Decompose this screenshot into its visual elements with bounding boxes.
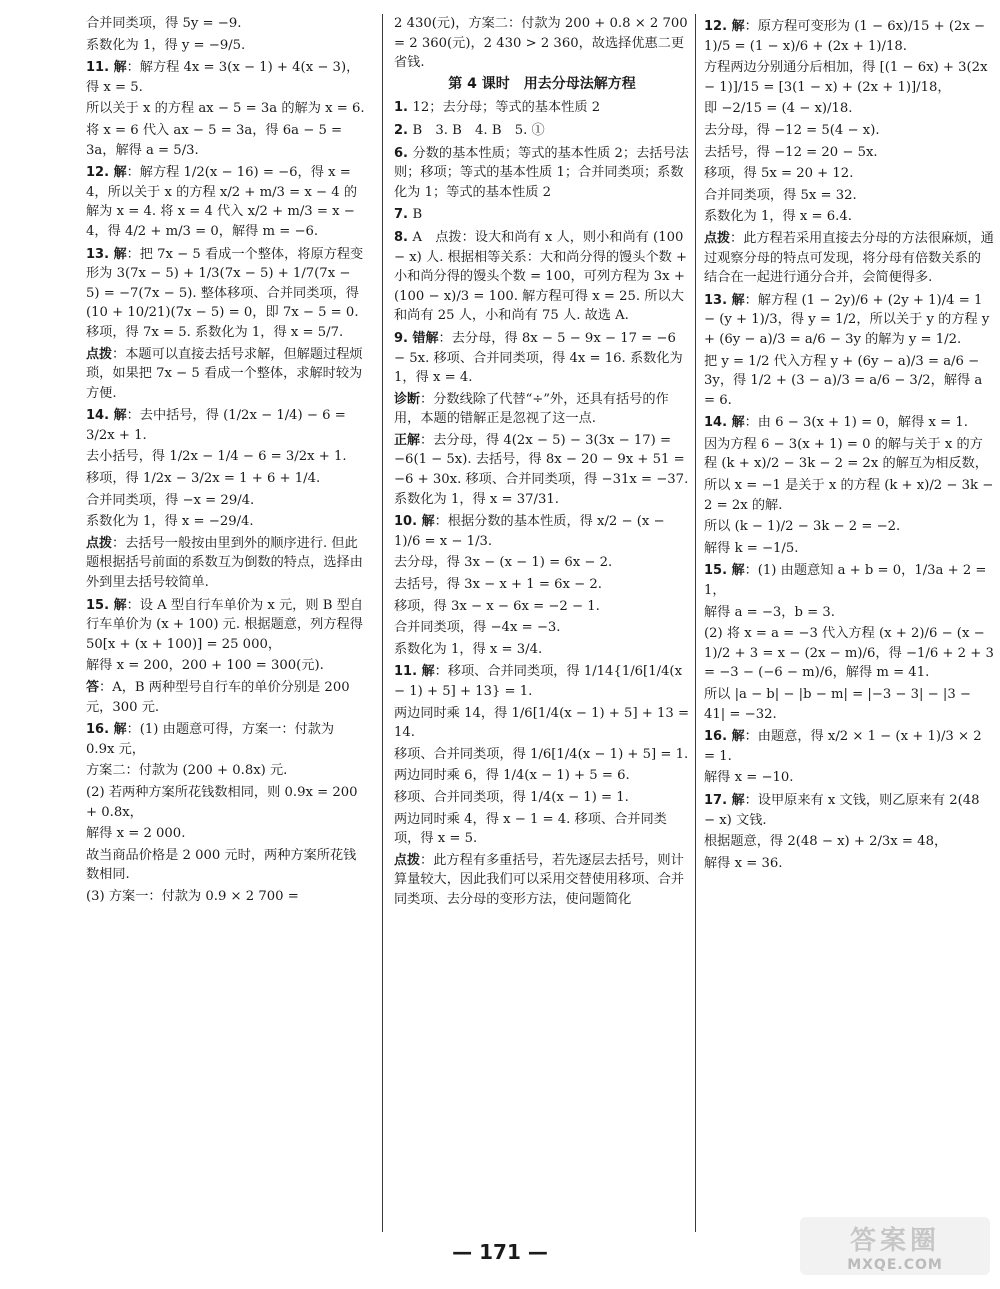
question-number: 16. <box>704 729 732 745</box>
solution-text: (2) 若两种方案所花钱数相同，则 0.9x = 200 + 0.8x， <box>86 784 358 820</box>
watermark-url: MXQE.COM <box>847 1256 943 1273</box>
solution-line <box>394 810 690 849</box>
solution-text: 解得 x = 200，200 + 100 = 300(元). <box>86 658 324 674</box>
hint-note <box>394 431 690 509</box>
solution-text: 去括号，得 −12 = 20 − 5x. <box>704 144 878 160</box>
solution-text: ：此方程有多重括号，若先逐层去括号，则计算量较大，因此我们可以采用交替使用移项、合并同类项、去分母的变形方法，使问题简化 <box>394 852 685 907</box>
solution-line <box>86 783 366 822</box>
solution-line <box>394 745 690 765</box>
solution-text: 去分母，得 3x − (x − 1) = 6x − 2. <box>394 555 613 571</box>
question-number: 15. <box>86 597 114 613</box>
solution-text: ：(1) 由题意知 a + b = 0，1/3a + 2 = 1， <box>704 563 987 599</box>
question-answer <box>86 596 366 655</box>
solution-keyword: 点拨 <box>704 230 731 246</box>
solution-keyword: 解 <box>731 729 745 745</box>
question-number: 7. <box>394 207 413 223</box>
solution-text: ：去中括号，得 (1/2x − 1/4) − 6 = 3/2x + 1. <box>86 408 346 443</box>
question-number: 2. <box>394 122 413 138</box>
solution-text: 2 430(元)，方案二：付款为 200 + 0.8 × 2 700 = 2 360(元)，2 430 > 2 360，故选择优惠二更省钱. <box>394 16 688 71</box>
solution-text: 故当商品价格是 2 000 元时，两种方案所花钱数相同. <box>86 847 357 883</box>
solution-text: ：把 7x − 5 看成一个整体，将原方程变形为 3(7x − 5) + 1/3(7x − 5) + 1/7(7x − 5) = −7(7x − 5). 整体移项、合并同类项，得 (10 + 10/21)(7x − 5) = 0，即 7x − 5 = 0. 移项，得 7x = 5. 系数化为 1，得 x = 5/7. <box>86 246 364 340</box>
solution-text: ：去分母，得 8x − 5 − 9x − 17 = −6 − 5x. 移项、合并同类项，得 4x = 16. 系数化为 1，得 x = 4. <box>394 330 683 386</box>
solution-keyword: 诊断 <box>394 391 421 407</box>
question-answer <box>394 228 690 326</box>
question-number: 13. <box>704 292 732 308</box>
solution-text: 合并同类项，得 5x = 32. <box>704 187 857 203</box>
solution-line <box>704 517 994 537</box>
solution-keyword: 解 <box>113 408 127 424</box>
solution-keyword: 解 <box>113 246 127 262</box>
page-number: — 171 — <box>452 1240 548 1264</box>
question-number: 14. <box>86 408 114 424</box>
solution-line <box>394 597 690 617</box>
solution-text: 即 −2/15 = (4 − x)/18. <box>704 101 853 117</box>
solution-keyword: 解 <box>731 292 745 308</box>
solution-keyword: 点拨 <box>86 346 113 362</box>
solution-text: ：设甲原来有 x 文钱，则乙原来有 2(48 − x) 文钱. <box>704 792 980 828</box>
solution-text: ：解方程 (1 − 2y)/6 + (2y + 1)/4 = 1 − (y + 1)/3，得 y = 1/2，所以关于 y 的方程 y + (6y − a)/3 = a/6 − 3y 的解为 y = 1/2. <box>704 292 990 347</box>
solution-line <box>704 186 994 206</box>
solution-line <box>86 99 366 119</box>
solution-text: 两边同时乘 4，得 x − 1 = 4. 移项、合并同类项，得 x = 5. <box>394 811 667 847</box>
question-answer <box>704 17 994 56</box>
solution-line <box>704 603 994 623</box>
solution-line <box>86 14 366 34</box>
solution-text: ：A，B 两种型号自行车的单价分别是 200 元，300 元. <box>86 680 350 715</box>
solution-keyword: 解 <box>731 19 745 34</box>
solution-text: 两边同时乘 6，得 1/4(x − 1) + 5 = 6. <box>394 768 630 784</box>
solution-keyword: 解 <box>113 722 127 738</box>
solution-text: ：原方程可变形为 (1 − 6x)/15 + (2x − 1)/5 = (1 − x)/6 + (2x + 1)/18. <box>704 19 986 54</box>
solution-text: 移项，得 1/2x − 3/2x = 1 + 6 + 1/4. <box>86 471 321 487</box>
solution-text: 因为方程 6 − 3(x + 1) = 0 的解与关于 x 的方程 (k + x)/2 − 3k − 2 = 2x 的解互为相反数， <box>704 436 988 472</box>
solution-text: 合并同类项，得 −x = 29/4. <box>86 492 255 508</box>
question-number: 14. <box>704 415 732 431</box>
question-answer <box>394 98 690 118</box>
question-answer <box>704 291 994 350</box>
solution-text: 系数化为 1，得 y = −9/5. <box>86 37 246 53</box>
solution-line <box>394 14 690 73</box>
solution-text: B <box>412 207 423 223</box>
solution-line <box>704 99 994 119</box>
solution-text: 去括号，得 3x − x + 1 = 6x − 2. <box>394 577 602 593</box>
question-answer <box>86 163 366 241</box>
solution-text: 所以 x = −1 是关于 x 的方程 (k + x)/2 − 3k − 2 = 2x 的解. <box>704 478 994 513</box>
solution-line <box>704 685 994 724</box>
question-number: 11. <box>86 60 114 76</box>
column-left <box>86 14 366 1229</box>
column-right <box>704 14 994 1229</box>
solution-text: ：此方程若采用直接去分母的方法很麻烦，通过观察分母的特点可发现，将分母有倍数关系的结合在一起进行通分合并，会简便得多. <box>704 230 994 286</box>
solution-text: ：解方程 1/2(x − 16) = −6，得 x = 4，所以关于 x 的方程 x/2 + m/3 = x − 4 的解为 x = 4. 将 x = 4 代入 x/2 + m/3 = x − 4，得 4/2 + m/3 = 0，解得 m = −6. <box>86 165 358 239</box>
question-number: 12. <box>704 19 732 34</box>
solution-line <box>704 143 994 163</box>
solution-text: 方案二：付款为 (200 + 0.8x) 元. <box>86 763 288 779</box>
solution-text: 方程两边分别通分后相加，得 [(1 − 6x) + 3(2x − 1)]/15 = [3(1 − x) + (2x + 1)]/18， <box>704 60 988 95</box>
question-answer <box>86 720 366 759</box>
solution-text: 解得 a = −3，b = 3. <box>704 604 835 620</box>
solution-text: ：移项、合并同类项，得 1/14{1/6[1/4(x − 1) + 5] + 13} = 1. <box>394 664 683 699</box>
question-answer <box>394 121 690 141</box>
solution-text: 解得 x = 2 000. <box>86 826 186 842</box>
solution-line <box>86 846 366 885</box>
solution-line <box>704 164 994 184</box>
column-divider-right <box>695 14 696 1232</box>
question-number: 13. <box>86 246 114 262</box>
solution-keyword: 解 <box>113 60 127 76</box>
solution-text: A 点拨：设大和尚有 x 人，则小和尚有 (100 − x) 人. 根据相等关系：大和尚分得的馒头个数 + 小和尚分得的馒头个数 = 100，可列方程为 3x + (100 − x)/3 = 100. 解方程可得 x = 25. 所以大和尚有 25 人，小和尚有 75 人. 故选 A. <box>394 229 688 324</box>
solution-text: ：去分母，得 4(2x − 5) − 3(3x − 17) = −6(1 − 5x). 去括号，得 8x − 20 − 9x + 51 = −6 + 30x. 移项、合并同类项，得 −31x = −37. 系数化为 1，得 x = 37/31. <box>394 432 689 507</box>
hint-note <box>394 390 690 429</box>
solution-text: 系数化为 1，得 x = 3/4. <box>394 641 543 657</box>
solution-text: ：设 A 型自行车单价为 x 元，则 B 型自行车单价为 (x + 100) 元. 根据题意，列方程得 50[x + (x + 100)] = 25 000， <box>86 597 364 652</box>
solution-keyword: 解 <box>731 415 745 431</box>
solution-line <box>86 121 366 160</box>
solution-text: ：(1) 由题意可得，方案一：付款为 0.9x 元， <box>86 722 335 757</box>
solution-text: 移项，得 5x = 20 + 12. <box>704 166 854 182</box>
question-number: 9. <box>394 330 413 346</box>
solution-text: ：解方程 4x = 3(x − 1) + 4(x − 3)，得 x = 5. <box>86 60 360 95</box>
solution-text: 解得 x = −10. <box>704 770 794 786</box>
hint-note <box>86 534 366 593</box>
solution-text: ：本题可以直接去括号求解，但解题过程烦琐，如果把 7x − 5 看成一个整体，求解时较为方便. <box>86 346 363 401</box>
solution-text: 解得 x = 36. <box>704 855 783 871</box>
solution-line <box>704 854 994 874</box>
solution-line <box>704 476 994 515</box>
solution-text: ：由题意，得 x/2 × 1 − (x + 1)/3 × 2 = 1. <box>704 729 982 764</box>
question-answer <box>86 406 366 445</box>
solution-text: 合并同类项，得 −4x = −3. <box>394 620 561 636</box>
question-answer <box>86 58 366 97</box>
question-number: 16. <box>86 722 114 738</box>
solution-line <box>704 768 994 788</box>
solution-text: ：去括号一般按由里到外的顺序进行. 但此题根据括号前面的系数互为倒数的特点，选择由外到里去括号较简单. <box>86 535 363 591</box>
solution-keyword: 解 <box>421 514 435 530</box>
solution-line <box>86 512 366 532</box>
question-number: 15. <box>704 563 732 579</box>
solution-line <box>704 58 994 97</box>
question-number: 6. <box>394 145 413 161</box>
question-answer <box>704 791 994 830</box>
question-answer <box>394 205 690 225</box>
solution-line <box>86 656 366 676</box>
hint-note <box>86 345 366 404</box>
question-answer <box>86 245 366 343</box>
solution-keyword: 解 <box>113 165 127 181</box>
solution-keyword: 解 <box>731 792 745 808</box>
question-number: 1. <box>394 100 413 116</box>
answer-line <box>86 678 366 717</box>
solution-keyword: 错解 <box>412 330 439 346</box>
solution-text: ：分数线除了代替“÷”外，还具有括号的作用，本题的错解正是忽视了这一点. <box>394 391 669 427</box>
solution-line <box>86 824 366 844</box>
solution-line <box>704 435 994 474</box>
solution-text: 合并同类项，得 5y = −9. <box>86 16 242 31</box>
solution-text: 分数的基本性质；等式的基本性质 2；去括号法则；移项；等式的基本性质 1；合并同类项；系数化为 1；等式的基本性质 2 <box>394 145 689 200</box>
solution-text: 将 x = 6 代入 ax − 5 = 3a，得 6a − 5 = 3a，解得 a = 5/3. <box>86 122 343 158</box>
solution-text: 所以关于 x 的方程 ax − 5 = 3a 的解为 x = 6. <box>86 101 365 117</box>
question-number: 10. <box>394 514 422 530</box>
solution-text: (3) 方案一：付款为 0.9 × 2 700 = <box>86 888 299 904</box>
question-answer <box>704 561 994 600</box>
solution-line <box>704 539 994 559</box>
solution-line <box>86 36 366 56</box>
solution-keyword: 解 <box>731 563 745 579</box>
solution-line <box>86 491 366 511</box>
solution-line <box>86 761 366 781</box>
watermark-logo-text: 答案圈 <box>849 1225 940 1256</box>
solution-text: 把 y = 1/2 代入方程 y + (6y − a)/3 = a/6 − 3y，得 1/2 + (3 − a)/3 = a/6 − 3/2，解得 a = 6. <box>704 353 983 408</box>
solution-text: B 3. B 4. B 5. ① <box>412 122 545 138</box>
solution-keyword: 解 <box>113 597 127 613</box>
lesson-title: 第 4 课时 用去分母法解方程 <box>448 75 636 92</box>
solution-text: 所以 |a − b| − |b − m| = |−3 − 3| − |3 − 41| = −32. <box>704 687 971 722</box>
solution-keyword: 点拨 <box>394 852 421 868</box>
question-answer <box>394 662 690 701</box>
solution-text: 移项、合并同类项，得 1/6[1/4(x − 1) + 5] = 1. <box>394 746 689 762</box>
solution-line <box>704 121 994 141</box>
column-middle <box>394 14 690 1229</box>
solution-line <box>704 832 994 852</box>
site-watermark <box>800 1217 990 1275</box>
hint-note <box>704 229 994 288</box>
question-answer <box>394 144 690 203</box>
solution-line <box>394 618 690 638</box>
question-number: 17. <box>704 792 732 808</box>
question-answer <box>704 413 994 433</box>
solution-line <box>394 575 690 595</box>
solution-text: 去分母，得 −12 = 5(4 − x). <box>704 122 880 138</box>
solution-text: ：根据分数的基本性质，得 x/2 − (x − 1)/6 = x − 1/3. <box>394 514 665 549</box>
question-answer <box>704 727 994 766</box>
question-number: 12. <box>86 165 114 181</box>
solution-keyword: 答 <box>86 680 100 695</box>
solution-line <box>86 447 366 467</box>
solution-text: ：由 6 − 3(x + 1) = 0，解得 x = 1. <box>744 415 968 431</box>
column-divider-left <box>382 14 383 1232</box>
solution-text: 系数化为 1，得 x = −29/4. <box>86 514 254 530</box>
solution-text: (2) 将 x = a = −3 代入方程 (x + 2)/6 − (x − 1)/2 + 3 = x − (2x − m)/6，得 −1/6 + 2 + 3 = −3 − (−6 − m)/6，解得 m = 41. <box>704 626 994 681</box>
question-answer <box>394 512 690 551</box>
solution-text: 移项、合并同类项，得 1/4(x − 1) = 1. <box>394 789 629 805</box>
solution-text: 系数化为 1，得 x = 6.4. <box>704 209 852 225</box>
solution-line <box>394 704 690 743</box>
solution-keyword: 点拨 <box>86 535 113 551</box>
question-number: 11. <box>394 664 422 680</box>
hint-note <box>394 851 690 910</box>
solution-text: 解得 k = −1/5. <box>704 540 799 556</box>
question-answer <box>394 329 690 388</box>
solution-line <box>394 788 690 808</box>
solution-text: 去小括号，得 1/2x − 1/4 − 6 = 3/2x + 1. <box>86 449 347 465</box>
solution-text: 所以 (k − 1)/2 − 3k − 2 = −2. <box>704 519 901 535</box>
solution-text: 移项，得 3x − x − 6x = −2 − 1. <box>394 598 600 614</box>
solution-line <box>394 766 690 786</box>
solution-line <box>394 553 690 573</box>
question-number: 8. <box>394 229 413 245</box>
solution-line <box>704 207 994 227</box>
solution-line <box>86 887 366 907</box>
solution-text: 12；去分母；等式的基本性质 2 <box>412 100 601 116</box>
solution-text: 两边同时乘 14，得 1/6[1/4(x − 1) + 5] + 13 = 14. <box>394 705 690 741</box>
solution-line <box>704 624 994 683</box>
solution-keyword: 正解 <box>394 432 421 448</box>
solution-text: 根据题意，得 2(48 − x) + 2/3x = 48， <box>704 834 948 850</box>
solution-line <box>394 640 690 660</box>
solution-line <box>704 352 994 411</box>
solution-line <box>86 469 366 489</box>
solution-keyword: 解 <box>421 664 435 680</box>
